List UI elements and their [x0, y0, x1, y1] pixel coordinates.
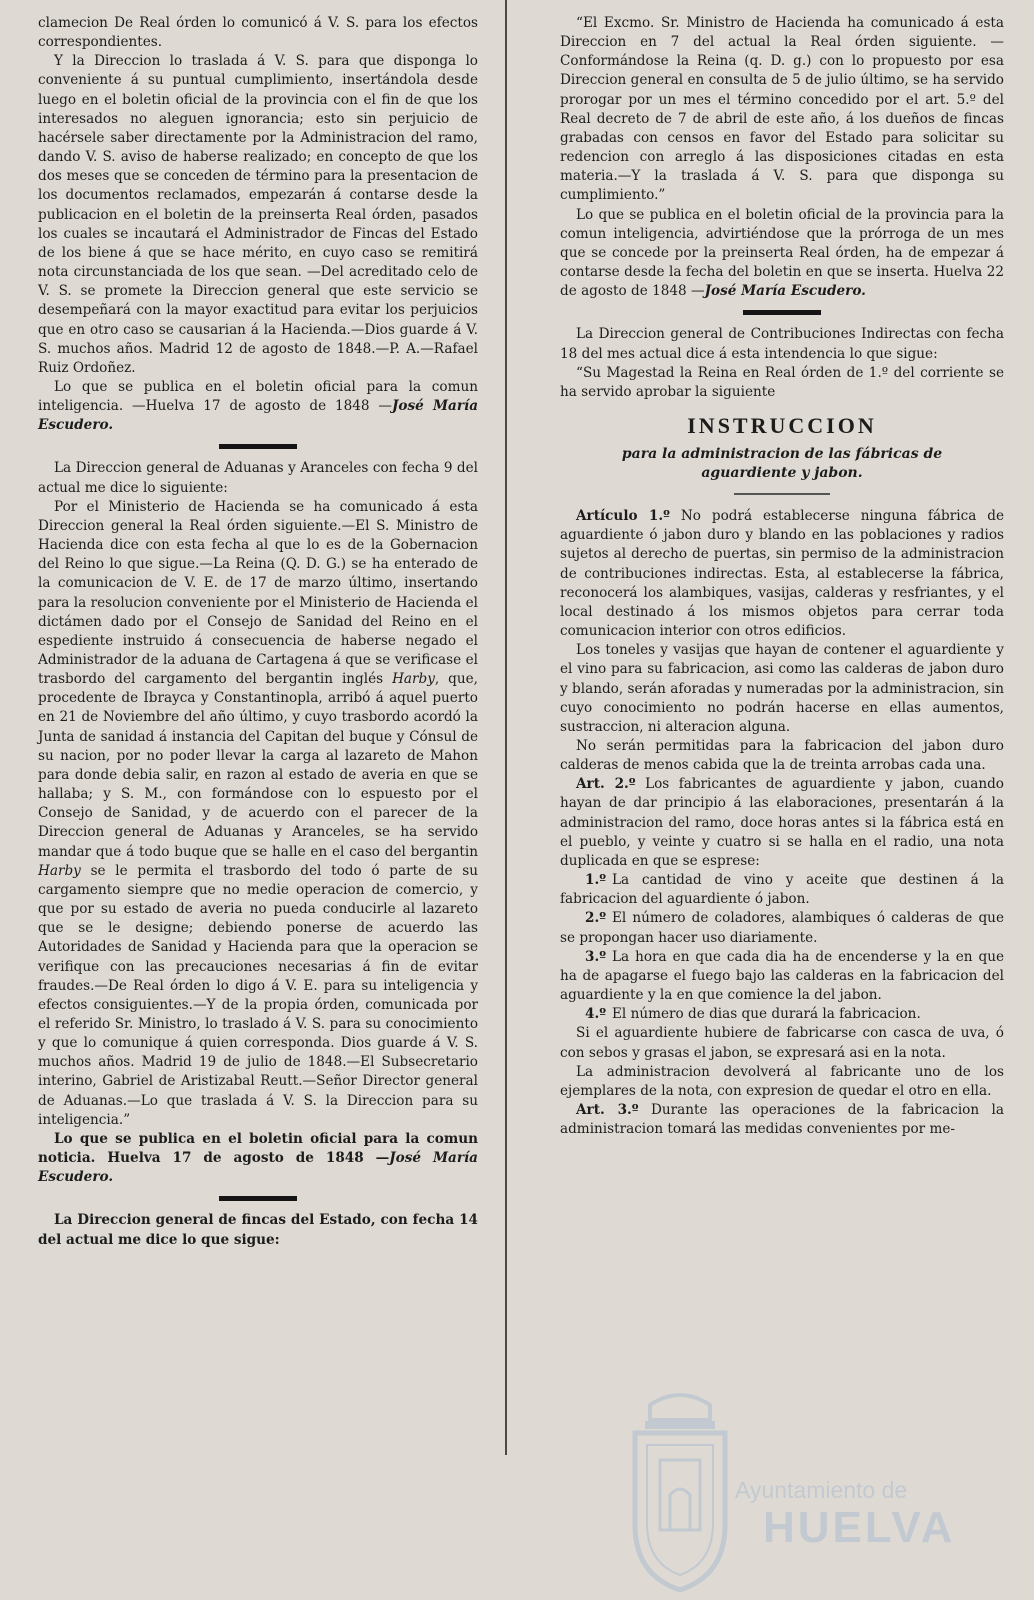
list-item-text: La hora en que cada dia ha de encenderse y la en que ha de apagarse el fuego bajo las calderas en la fabricacion del aguardiente y la en que comience la del jabon. — [560, 948, 1004, 1004]
list-item — [560, 909, 1004, 947]
article-paragraph — [560, 1101, 1004, 1139]
paragraph-text: Lo que se publica en el boletin oficial para la comun inteligencia. —Huelva 17 de agosto de 1848 — — [38, 378, 478, 415]
paragraph: La Direccion general de Aduanas y Aranceles con fecha 9 del actual me dice lo siguiente: — [38, 460, 478, 496]
paragraph-text: Lo que se publica en el boletin oficial para la comun noticia. Huelva 17 de agosto de 1848 — — [38, 1130, 478, 1167]
signature: José María Escudero. — [704, 283, 866, 300]
paragraph: Si el aguardiente hubiere de fabricarse con casca de uva, ó con sebos y grasas el jabon, se expresará asi en la nota. — [560, 1025, 1004, 1061]
article-paragraph — [560, 775, 1004, 871]
list-item-number: 1.º — [585, 872, 606, 889]
watermark-text: Ayuntamiento de — [735, 1477, 908, 1503]
list-item — [560, 948, 1004, 1005]
paragraph: “Su Magestad la Reina en Real órden de 1.º del corriente se ha servido aprobar la siguiente — [560, 364, 1004, 400]
list-item-number: 3.º — [585, 948, 606, 965]
instruction-title: INSTRUCCION — [687, 412, 877, 438]
section-divider — [219, 1196, 297, 1201]
list-item-number: 4.º — [585, 1006, 606, 1023]
section-divider — [219, 444, 297, 449]
paragraph-text: , que, procedente de Ibrayca y Constantinopla, arribó á aquel puerto en 21 de Noviembre del año último, y cuyo trasbordo acordó la Junta de sanidad á instancia del Capitan del buque y Cónsul de su nacion, por no poder llevar la carga al lazareto de Mahon para donde debia salir, en razon al estado de averia en que se hallaba; y S. M., con formándose con lo espuesto por el Consejo de Sanidad, y de acuerdo con el parecer de la Direccion general de Aduanas y Aranceles, se ha servido mandar que á todo buque que se halle en el caso del bergantin — [38, 671, 479, 860]
list-item-text: El número de dias que durará la fabricacion. — [612, 1006, 921, 1023]
instruction-subtitle: para la administracion de las fábricas de aguardiente y jabon. — [621, 446, 943, 482]
list-item-text: El número de coladores, alambiques ó calderas de que se propongan hacer uso diariamente. — [560, 910, 1004, 946]
watermark — [615, 1385, 1015, 1600]
paragraph — [38, 378, 478, 435]
signature: José María Escudero. — [38, 398, 478, 434]
list-item — [560, 1005, 1004, 1024]
paragraph — [38, 498, 478, 1130]
paragraph: La administracion devolverá al fabricante uno de los ejemplares de la nota, con expresion de quedar el otro en ella. — [560, 1063, 1004, 1099]
paragraph — [38, 1130, 478, 1187]
paragraph: “El Excmo. Sr. Ministro de Hacienda ha comunicado á esta Direccion en 7 del actual la Real órden siguiente. —Conformándose la Reina (q. D. g.) con lo propuesto por esa Direccion general en consulta de 5 de julio último, se ha servido prorogar por un mes el término concedido por el art. 5.º del Real decreto de 7 de abril de este año, á los dueños de fincas grabadas con censos en favor del Estado para solicitar su redencion con arreglo á las disposiciones citadas en esta materia.—Y la traslada á V. S. para que disponga su cumplimiento.” — [560, 15, 1004, 204]
list-item — [560, 871, 1004, 909]
ship-name: Harby — [38, 862, 81, 879]
paragraph-text: Lo que se publica en el boletin oficial de la provincia para la comun inteligencia, advirtiéndose que la prórroga de un mes que se concede por la preinserta Real órden, ha de empezar á contarse desde la fecha del boletin en que se inserta. Huelva 22 de agosto de 1848 — — [560, 206, 1004, 300]
paragraph: La Direccion general de fincas del Estado, con fecha 14 del actual me dice lo que sigue: — [38, 1212, 478, 1248]
paragraph-text: Durante las operaciones de la fabricacion la administracion tomará las medidas convenientes por me- — [560, 1101, 1004, 1138]
paragraph-text: Los fabricantes de aguardiente y jabon, cuando hayan de dar principio á las elaboraciones, presentarán á la administracion del ramo, doce horas antes si la fábrica está en el pueblo, y veinte y cuatro si se halla en el radio, una nota duplicada en que se esprese: — [560, 776, 1004, 869]
article-label: Artículo 1.º — [576, 508, 670, 525]
list-item-number: 2.º — [585, 910, 606, 927]
column-divider — [505, 0, 507, 1455]
paragraph-text: No podrá establecerse ninguna fábrica de aguardiente ó jabon duro y blando en las poblaciones y radios sujetos al derecho de puertas, sin permiso de la administracion de contribuciones indirectas. Esta, al establecerse la fábrica, reconocerá los alambiques, vasijas, calderas y resfriantes, y el local destinado á los mismos objetos para cerrar toda comunicacion interior con otros edificios. — [560, 508, 1005, 640]
left-column — [38, 14, 478, 1250]
article-label: Art. 3.º — [576, 1101, 639, 1118]
paragraph-text: se le permita el trasbordo del todo ó parte de su cargamento siempre que no medie operacion de comercio, y que por su estado de averia no pueda conducirle al lazareto que se le designe; debiendo ponerse de acuerdo las Autoridades de Sanidad y Hacienda para que la operacion se verifique con las precauciones necesarias á fin de evitar fraudes.—De Real órden lo digo á V. E. para su inteligencia y efectos consiguientes.—Y de la propia órden, comunicada por el referido Sr. Ministro, lo traslado á V. S. para su conocimiento y que lo comunique á quien corresponda. Dios guarde á V. S. muchos años. Madrid 19 de julio de 1848.—El Subsecretario interino, Gabriel de Aristizabal Reutt.—Señor Director general de Aduanas.—Lo que traslada á V. S. la Direccion para su inteligencia.” — [38, 862, 478, 1128]
ship-name: Harby — [392, 671, 435, 688]
paragraph: No serán permitidas para la fabricacion del jabon duro calderas de menos cabida que la de treinta arrobas cada una. — [560, 738, 1004, 774]
signature: José María Escudero. — [38, 1150, 478, 1186]
coat-of-arms-icon — [615, 1385, 745, 1595]
right-column — [560, 14, 1004, 1139]
paragraph — [560, 206, 1004, 302]
section-divider — [734, 493, 830, 495]
list-item-text: La cantidad de vino y aceite que destinen á la fabricacion del aguardiente ó jabon. — [560, 872, 1004, 908]
paragraph: La Direccion general de Contribuciones Indirectas con fecha 18 del mes actual dice á esta intendencia lo que sigue: — [560, 326, 1004, 362]
article-label: Art. 2.º — [576, 776, 636, 793]
paragraph: clamecion De Real órden lo comunicó á V. S. para los efectos correspondientes. — [38, 15, 478, 51]
paragraph: Y la Direccion lo traslada á V. S. para que disponga lo conveniente á su puntual cumplimiento, insertándola desde luego en el boletin oficial de la provincia con el fin de que los interesados no aleguen ignorancia; esto sin perjuicio de hacérsele saber directamente por la Administracion del ramo, dando V. S. aviso de haberse realizado; en concepto de que los dos meses que se conceden de término para la presentacion de los documentos reclamados, empezarán á contarse desde la publicacion en el boletin de la preinserta Real órden, pasados los cuales se incautará el Administrador de Fincas del Estado de los biene á que se hace mérito, en cuyo caso se remitirá nota circunstanciada de los que sean. —Del acreditado celo de V. S. se promete la Direccion general que este servicio se desempeñará con la mayor exactitud para evitar los perjuicios que en otro caso se causarian á la Hacienda.—Dios guarde á V. S. muchos años. Madrid 12 de agosto de 1848.—P. A.—Rafael Ruiz Ordoñez. — [38, 53, 478, 376]
paragraph: Los toneles y vasijas que hayan de contener el aguardiente y el vino para su fabricacion, asi como las calderas de jabon duro y blando, serán aforadas y numeradas por la administracion, sin cuyo conocimiento no podrán hacerse en ellas aumentos, sustraccion, ni alteracion alguna. — [560, 642, 1004, 735]
section-divider — [743, 310, 821, 315]
watermark-text: HUELVA — [763, 1503, 956, 1552]
article-paragraph — [560, 507, 1004, 641]
paragraph-text: Por el Ministerio de Hacienda se ha comunicado á esta Direccion general la Real órden siguiente.—El S. Ministro de Hacienda dice con esta fecha al que lo es de la Gobernacion del Reino lo que sigue.—La Reina (Q. D. G.) se ha enterado de la comunicacion de V. E. de 17 de marzo último, insertando para la resolucion conveniente por el Ministerio de Hacienda el dictámen dado por el Consejo de Sanidad del Reino en el espediente instruido á consecuencia de haberse negado el Administrador de la aduana de Cartagena á que se verificase el trasbordo del cargamento del bergantin inglés — [38, 498, 478, 688]
